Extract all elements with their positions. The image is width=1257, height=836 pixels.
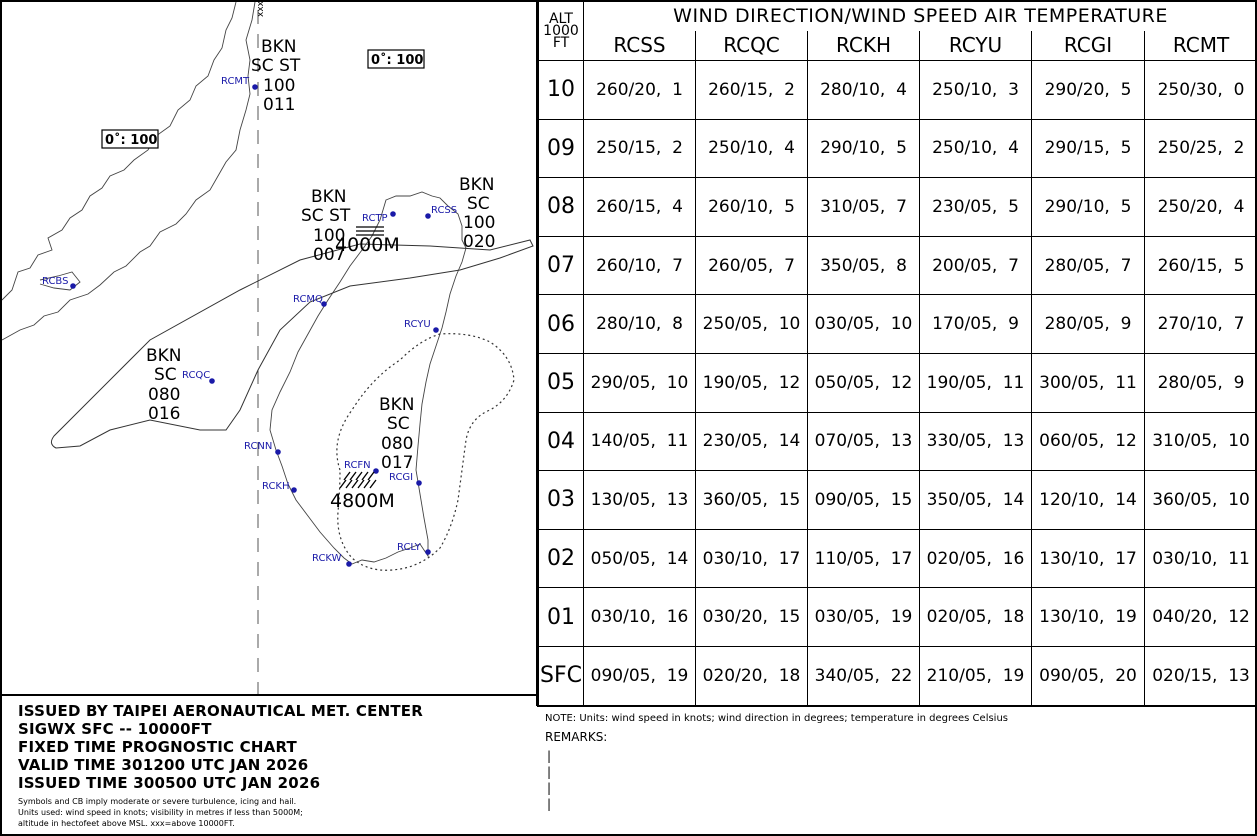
wind-temp-cell: 310/05, 10 — [1145, 412, 1257, 471]
table-row — [539, 529, 1257, 588]
svg-text:BKN: BKN — [261, 37, 297, 57]
wind-temp-table-panel — [536, 0, 1257, 706]
wind-temp-cell: 250/30, 0 — [1145, 61, 1257, 120]
alt-cell: 04 — [539, 412, 584, 471]
wind-temp-cell: 050/05, 12 — [808, 353, 920, 412]
wind-temp-cell: 290/10, 5 — [808, 119, 920, 178]
station-label: RCYU — [404, 319, 431, 330]
remark-line: | — [547, 749, 552, 763]
wind-temp-cell: 130/10, 17 — [1032, 529, 1145, 588]
wind-temp-cell: 300/05, 11 — [1032, 353, 1145, 412]
wind-temp-cell: 290/15, 5 — [1032, 119, 1145, 178]
wind-temp-cell: 270/10, 7 — [1145, 295, 1257, 354]
wind-temp-cell: 210/05, 19 — [920, 646, 1032, 705]
alt-cell: 07 — [539, 236, 584, 295]
table-row — [539, 295, 1257, 354]
wind-temp-cell: 110/05, 17 — [808, 529, 920, 588]
remark-line: | — [547, 781, 552, 795]
table-row — [539, 471, 1257, 530]
col-header-rcgi: RCGI — [1032, 31, 1145, 61]
svg-text:SC: SC — [467, 194, 490, 214]
wind-temp-cell: 360/05, 15 — [696, 471, 808, 530]
fineprint — [18, 796, 537, 829]
remark-line: | — [547, 797, 552, 811]
station-label: RCQC — [182, 370, 211, 381]
map-svg — [0, 0, 537, 694]
col-header-rcqc: RCQC — [696, 31, 808, 61]
wind-temp-cell: 260/10, 7 — [584, 236, 696, 295]
wind-temp-cell: 050/05, 14 — [584, 529, 696, 588]
wind-temp-cell: 190/05, 12 — [696, 353, 808, 412]
alt-cell: 03 — [539, 471, 584, 530]
wind-temp-cell: 140/05, 11 — [584, 412, 696, 471]
wind-temp-cell: 120/10, 14 — [1032, 471, 1145, 530]
wind-temp-cell: 330/05, 13 — [920, 412, 1032, 471]
wind-temp-cell: 250/10, 4 — [696, 119, 808, 178]
col-header-rckh: RCKH — [808, 31, 920, 61]
wind-temp-cell: 090/05, 19 — [584, 646, 696, 705]
info-panel — [0, 694, 537, 836]
wind-temp-cell: 260/05, 7 — [696, 236, 808, 295]
svg-text:BKN: BKN — [459, 175, 495, 195]
alt-cell: 08 — [539, 178, 584, 237]
fineprint-line: Units used: wind speed in knots; visibility in metres if less than 5000M; — [18, 808, 303, 817]
wind-temp-cell: 070/05, 13 — [808, 412, 920, 471]
issued-time: ISSUED TIME 300500 UTC JAN 2026 — [18, 774, 321, 792]
wind-temp-cell: 170/05, 9 — [920, 295, 1032, 354]
wind-temp-cell: 350/05, 14 — [920, 471, 1032, 530]
wind-temp-cell: 280/10, 8 — [584, 295, 696, 354]
china-coastline — [2, 2, 255, 340]
wind-temp-cell: 260/10, 5 — [696, 178, 808, 237]
cloud-boundary-main — [51, 240, 533, 448]
station-label: RCNN — [244, 441, 273, 452]
wind-temp-cell: 280/05, 9 — [1145, 353, 1257, 412]
valid-time: VALID TIME 301200 UTC JAN 2026 — [18, 756, 309, 774]
alt-cell: 01 — [539, 588, 584, 647]
table-row — [539, 353, 1257, 412]
wind-temp-cell: 030/20, 15 — [696, 588, 808, 647]
svg-text:BKN: BKN — [379, 395, 415, 415]
svg-text:BKN: BKN — [311, 187, 347, 207]
wind-temp-cell: 030/10, 17 — [696, 529, 808, 588]
wind-temp-cell: 230/05, 14 — [696, 412, 808, 471]
wind-temp-cell: 250/20, 4 — [1145, 178, 1257, 237]
wind-temp-table — [538, 0, 1257, 706]
station-label: RCLY — [397, 542, 421, 553]
col-header-rcmt: RCMT — [1145, 31, 1257, 61]
table-row — [539, 412, 1257, 471]
wind-temp-cell: 290/10, 5 — [1032, 178, 1145, 237]
station-label: RCMQ — [293, 294, 323, 305]
wind-temp-cell: 310/05, 7 — [808, 178, 920, 237]
svg-text:SC ST: SC ST — [301, 206, 351, 226]
svg-text:100: 100 — [313, 226, 346, 246]
station-rcyu[interactable] — [404, 319, 439, 333]
freezing-level-box-ne — [368, 50, 424, 68]
alt-cell: 09 — [539, 119, 584, 178]
svg-text:SC ST: SC ST — [251, 56, 301, 76]
wind-temp-cell: 280/10, 4 — [808, 61, 920, 120]
wind-temp-cell: 360/05, 10 — [1145, 471, 1257, 530]
svg-text:SC: SC — [387, 414, 410, 434]
table-row — [539, 646, 1257, 705]
station-rcmt[interactable] — [221, 76, 258, 90]
alt-header: ALT 1000 FT — [539, 1, 584, 61]
svg-text:0˚: 100: 0˚: 100 — [371, 53, 424, 68]
alt-cell: 05 — [539, 353, 584, 412]
station-header-row — [539, 31, 1257, 61]
svg-text:011: 011 — [263, 95, 296, 115]
fineprint-line: altitude in hectofeet above MSL. xxx=above 10000FT. — [18, 819, 235, 828]
wind-temp-cell: 030/10, 16 — [584, 588, 696, 647]
fineprint-line: Symbols and CB imply moderate or severe turbulence, icing and hail. — [18, 797, 297, 806]
chart-type: FIXED TIME PROGNOSTIC CHART — [18, 738, 297, 756]
station-label: RCBS — [42, 276, 69, 287]
cloud-boundary-east — [337, 334, 514, 571]
alt-cell: 10 — [539, 61, 584, 120]
svg-text:4000M: 4000M — [335, 234, 400, 256]
wind-temp-cell: 020/05, 18 — [920, 588, 1032, 647]
wind-temp-cell: 250/25, 2 — [1145, 119, 1257, 178]
table-body — [539, 61, 1257, 706]
wind-temp-cell: 260/15, 5 — [1145, 236, 1257, 295]
alt-cell: SFC — [539, 646, 584, 705]
svg-text:016: 016 — [148, 404, 181, 424]
svg-text:017: 017 — [381, 453, 414, 473]
wind-temp-cell: 020/20, 18 — [696, 646, 808, 705]
station-label: RCTP — [362, 213, 388, 224]
freezing-level-box-w — [102, 130, 158, 148]
issued-by: ISSUED BY TAIPEI AERONAUTICAL MET. CENTER — [18, 702, 423, 720]
station-label: RCFN — [344, 460, 371, 471]
wind-temp-cell: 040/20, 12 — [1145, 588, 1257, 647]
station-label: RCGI — [389, 472, 414, 483]
station-label: RCKW — [312, 553, 342, 564]
station-label: RCSS — [431, 205, 458, 216]
product-name: SIGWX SFC -- 10000FT — [18, 720, 212, 738]
col-header-rcyu: RCYU — [920, 31, 1032, 61]
wind-temp-cell: 250/05, 10 — [696, 295, 808, 354]
wind-temp-cell: 130/10, 19 — [1032, 588, 1145, 647]
wind-temp-cell: 200/05, 7 — [920, 236, 1032, 295]
alt-cell: 02 — [539, 529, 584, 588]
station-rcqc[interactable] — [182, 370, 215, 384]
station-rcbs[interactable] — [42, 276, 76, 289]
cloud-label-east — [379, 395, 415, 473]
wind-temp-cell: 350/05, 8 — [808, 236, 920, 295]
wind-temp-cell: 230/05, 5 — [920, 178, 1032, 237]
wind-temp-cell: 280/05, 7 — [1032, 236, 1145, 295]
svg-text:100: 100 — [463, 213, 496, 233]
table-row — [539, 61, 1257, 120]
svg-text:080: 080 — [148, 385, 181, 405]
wind-temp-cell: 020/05, 16 — [920, 529, 1032, 588]
station-rckh[interactable] — [262, 481, 297, 493]
station-label: RCKH — [262, 481, 290, 492]
svg-text:4800M: 4800M — [330, 490, 395, 512]
wind-temp-cell: 250/10, 4 — [920, 119, 1032, 178]
wind-temp-cell: 090/05, 15 — [808, 471, 920, 530]
top-marker: xxx — [256, 1, 266, 17]
wind-temp-cell: 280/05, 9 — [1032, 295, 1145, 354]
remark-line: | — [547, 765, 552, 779]
cloud-label-north — [251, 37, 301, 115]
table-row — [539, 178, 1257, 237]
wind-temp-cell: 260/15, 4 — [584, 178, 696, 237]
wind-temp-cell: 340/05, 22 — [808, 646, 920, 705]
wind-temp-cell: 290/05, 10 — [584, 353, 696, 412]
units-note: NOTE: Units: wind speed in knots; wind direction in degrees; temperature in degrees Celsius — [545, 713, 1009, 724]
table-row — [539, 119, 1257, 178]
station-rctp[interactable] — [362, 211, 396, 224]
col-header-rcss: RCSS — [584, 31, 696, 61]
station-rcss[interactable] — [425, 205, 457, 219]
cloud-label-northeast — [459, 175, 495, 252]
station-label: RCMT — [221, 76, 250, 87]
cloud-label-west — [146, 346, 182, 424]
wind-temp-cell: 090/05, 20 — [1032, 646, 1145, 705]
notes-panel — [537, 706, 1257, 836]
wind-temp-cell: 030/10, 11 — [1145, 529, 1257, 588]
wind-temp-cell: 250/10, 3 — [920, 61, 1032, 120]
wind-temp-cell: 030/05, 19 — [808, 588, 920, 647]
wind-temp-cell: 060/05, 12 — [1032, 412, 1145, 471]
remarks-label: REMARKS: — [545, 730, 608, 744]
alt-cell: 06 — [539, 295, 584, 354]
svg-text:020: 020 — [463, 232, 496, 252]
table-row — [539, 588, 1257, 647]
svg-text:SC: SC — [154, 365, 177, 385]
wind-temp-cell: 190/05, 11 — [920, 353, 1032, 412]
svg-text:080: 080 — [381, 434, 414, 454]
wind-temp-cell: 260/20, 1 — [584, 61, 696, 120]
wind-temp-cell: 030/05, 10 — [808, 295, 920, 354]
svg-text:0˚: 100: 0˚: 100 — [105, 133, 158, 148]
station-rcmq[interactable] — [293, 294, 327, 307]
table-title: WIND DIRECTION/WIND SPEED AIR TEMPERATURE — [584, 1, 1257, 31]
station-rcly[interactable] — [397, 542, 431, 555]
svg-text:007: 007 — [313, 245, 346, 265]
wind-temp-cell: 020/15, 13 — [1145, 646, 1257, 705]
wind-temp-cell: 130/05, 13 — [584, 471, 696, 530]
wind-temp-cell: 260/15, 2 — [696, 61, 808, 120]
svg-text:100: 100 — [263, 76, 296, 96]
wind-temp-cell: 290/20, 5 — [1032, 61, 1145, 120]
map-panel — [0, 0, 537, 694]
wind-temp-cell: 250/15, 2 — [584, 119, 696, 178]
table-row — [539, 236, 1257, 295]
svg-text:BKN: BKN — [146, 346, 182, 366]
